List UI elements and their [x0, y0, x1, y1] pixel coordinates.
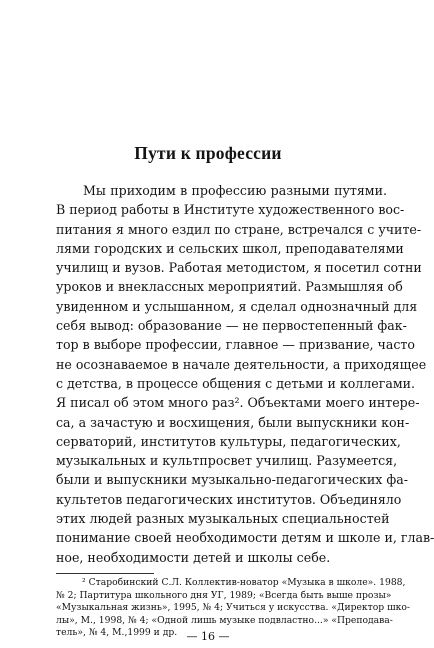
main-text	[56, 181, 434, 567]
text-line: Мы приходим в профессию разными путями.	[83, 183, 387, 198]
text-line: не осознаваемое в начале деятельности, а приходящее	[56, 356, 427, 372]
text-line: этих людей разных музыкальных специальностей	[56, 511, 390, 527]
text-line: тор в выборе профессии, главное — призвание, часто	[56, 337, 415, 353]
footnote-line: лы», М., 1998, № 4; «Одной лишь музыке подвластно...» «Преподава-	[56, 614, 393, 626]
text-line: увиденном и услышанном, я сделал однозначный для	[56, 298, 418, 314]
text-line: себя вывод: образование — не первостепенный фак-	[56, 318, 407, 334]
chapter-title: Пути к профессии	[134, 143, 282, 163]
text-line: Я писал об этом много раз². Объектами моего интере-	[56, 395, 420, 411]
footnote-line: тель», № 4, М.,1999 и др.	[56, 627, 178, 639]
text-line: училищ и вузов. Работая методистом, я посетил сотни	[56, 260, 422, 276]
text-line: В период работы в Институте художественного вос-	[56, 202, 405, 218]
text-line: ное, необходимости детей и школы себе.	[56, 549, 331, 565]
text-line: были и выпускники музыкально-педагогических фа-	[56, 472, 408, 488]
text-line: с детства, в процессе общения с детьми и коллегами.	[56, 375, 416, 391]
footnote-line: «Музыкальная жизнь», 1995, № 4; Учиться у искусства. «Директор шко-	[56, 602, 411, 614]
text-line: са, а зачастую и восхищения, были выпускники кон-	[56, 414, 410, 430]
text-line: лями городских и сельских школ, преподавателями	[56, 240, 404, 256]
text-line: культетов педагогических институтов. Объединяло	[56, 491, 402, 507]
footnote-line: ² Старобинский С.Л. Коллектив-новатор «Музыка в школе». 1988,	[82, 577, 406, 588]
text-line: уроков и внеклассных мероприятий. Размышляя об	[56, 279, 403, 295]
page-number: — 16 —	[186, 630, 230, 643]
text-line: музыкальных и культпросвет училищ. Разумеется,	[56, 453, 398, 469]
text-line: питания я много ездил по стране, встречался с учите-	[56, 221, 422, 237]
footnote-separator	[56, 573, 154, 574]
text-line: понимание своей необходимости детям и школе и, глав-	[56, 530, 434, 546]
text-line: серваторий, институтов культуры, педагогических,	[56, 433, 401, 449]
footnote-line: № 2; Партитура школьного дня УГ, 1989; «Всегда быть выше прозы»	[56, 589, 392, 601]
